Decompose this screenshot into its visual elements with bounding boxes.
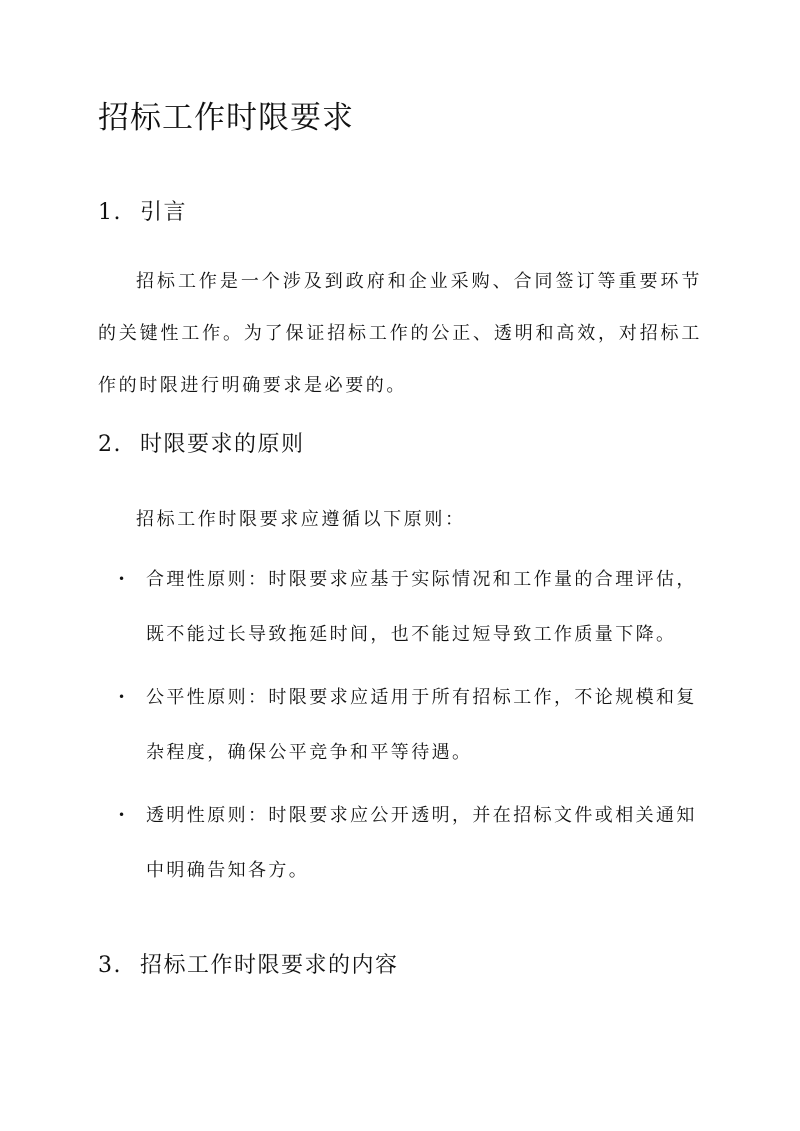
list-item (118, 788, 698, 898)
list-item (118, 670, 698, 780)
bullet-icon: • (118, 690, 128, 704)
list-item-text: 公平性原则：时限要求应适用于所有招标工作，不论规模和复杂程度，确保公平竞争和平等待遇。 (146, 687, 697, 763)
section-title: 招标工作时限要求的内容 (140, 953, 399, 978)
document-title: 招标工作时限要求 (98, 100, 354, 136)
section-number: 3. (98, 953, 122, 978)
principles-lead: 招标工作时限要求应遵循以下原则： (136, 509, 466, 530)
list-item-text: 透明性原则：时限要求应公开透明，并在招标文件或相关通知中明确告知各方。 (146, 805, 697, 881)
bullet-icon: • (118, 572, 128, 586)
section-number: 2. (98, 432, 122, 457)
bullet-icon: • (118, 808, 128, 822)
list-item (118, 552, 698, 662)
introduction-paragraph: 招标工作是一个涉及到政府和企业采购、合同签订等重要环节的关键性工作。为了保证招标工作的公正、透明和高效，对招标工作的时限进行明确要求是必要的。 (98, 271, 702, 396)
section-title: 引言 (140, 200, 188, 225)
section-heading-principles (98, 429, 305, 461)
section-heading-content (98, 950, 399, 982)
section-number: 1. (98, 200, 122, 225)
principles-list (118, 552, 698, 906)
section-heading-introduction (98, 197, 187, 229)
section-title: 时限要求的原则 (140, 432, 305, 457)
list-item-text: 合理性原则：时限要求应基于实际情况和工作量的合理评估，既不能过长导致拖延时间，也不能过短导致工作质量下降。 (146, 569, 697, 645)
